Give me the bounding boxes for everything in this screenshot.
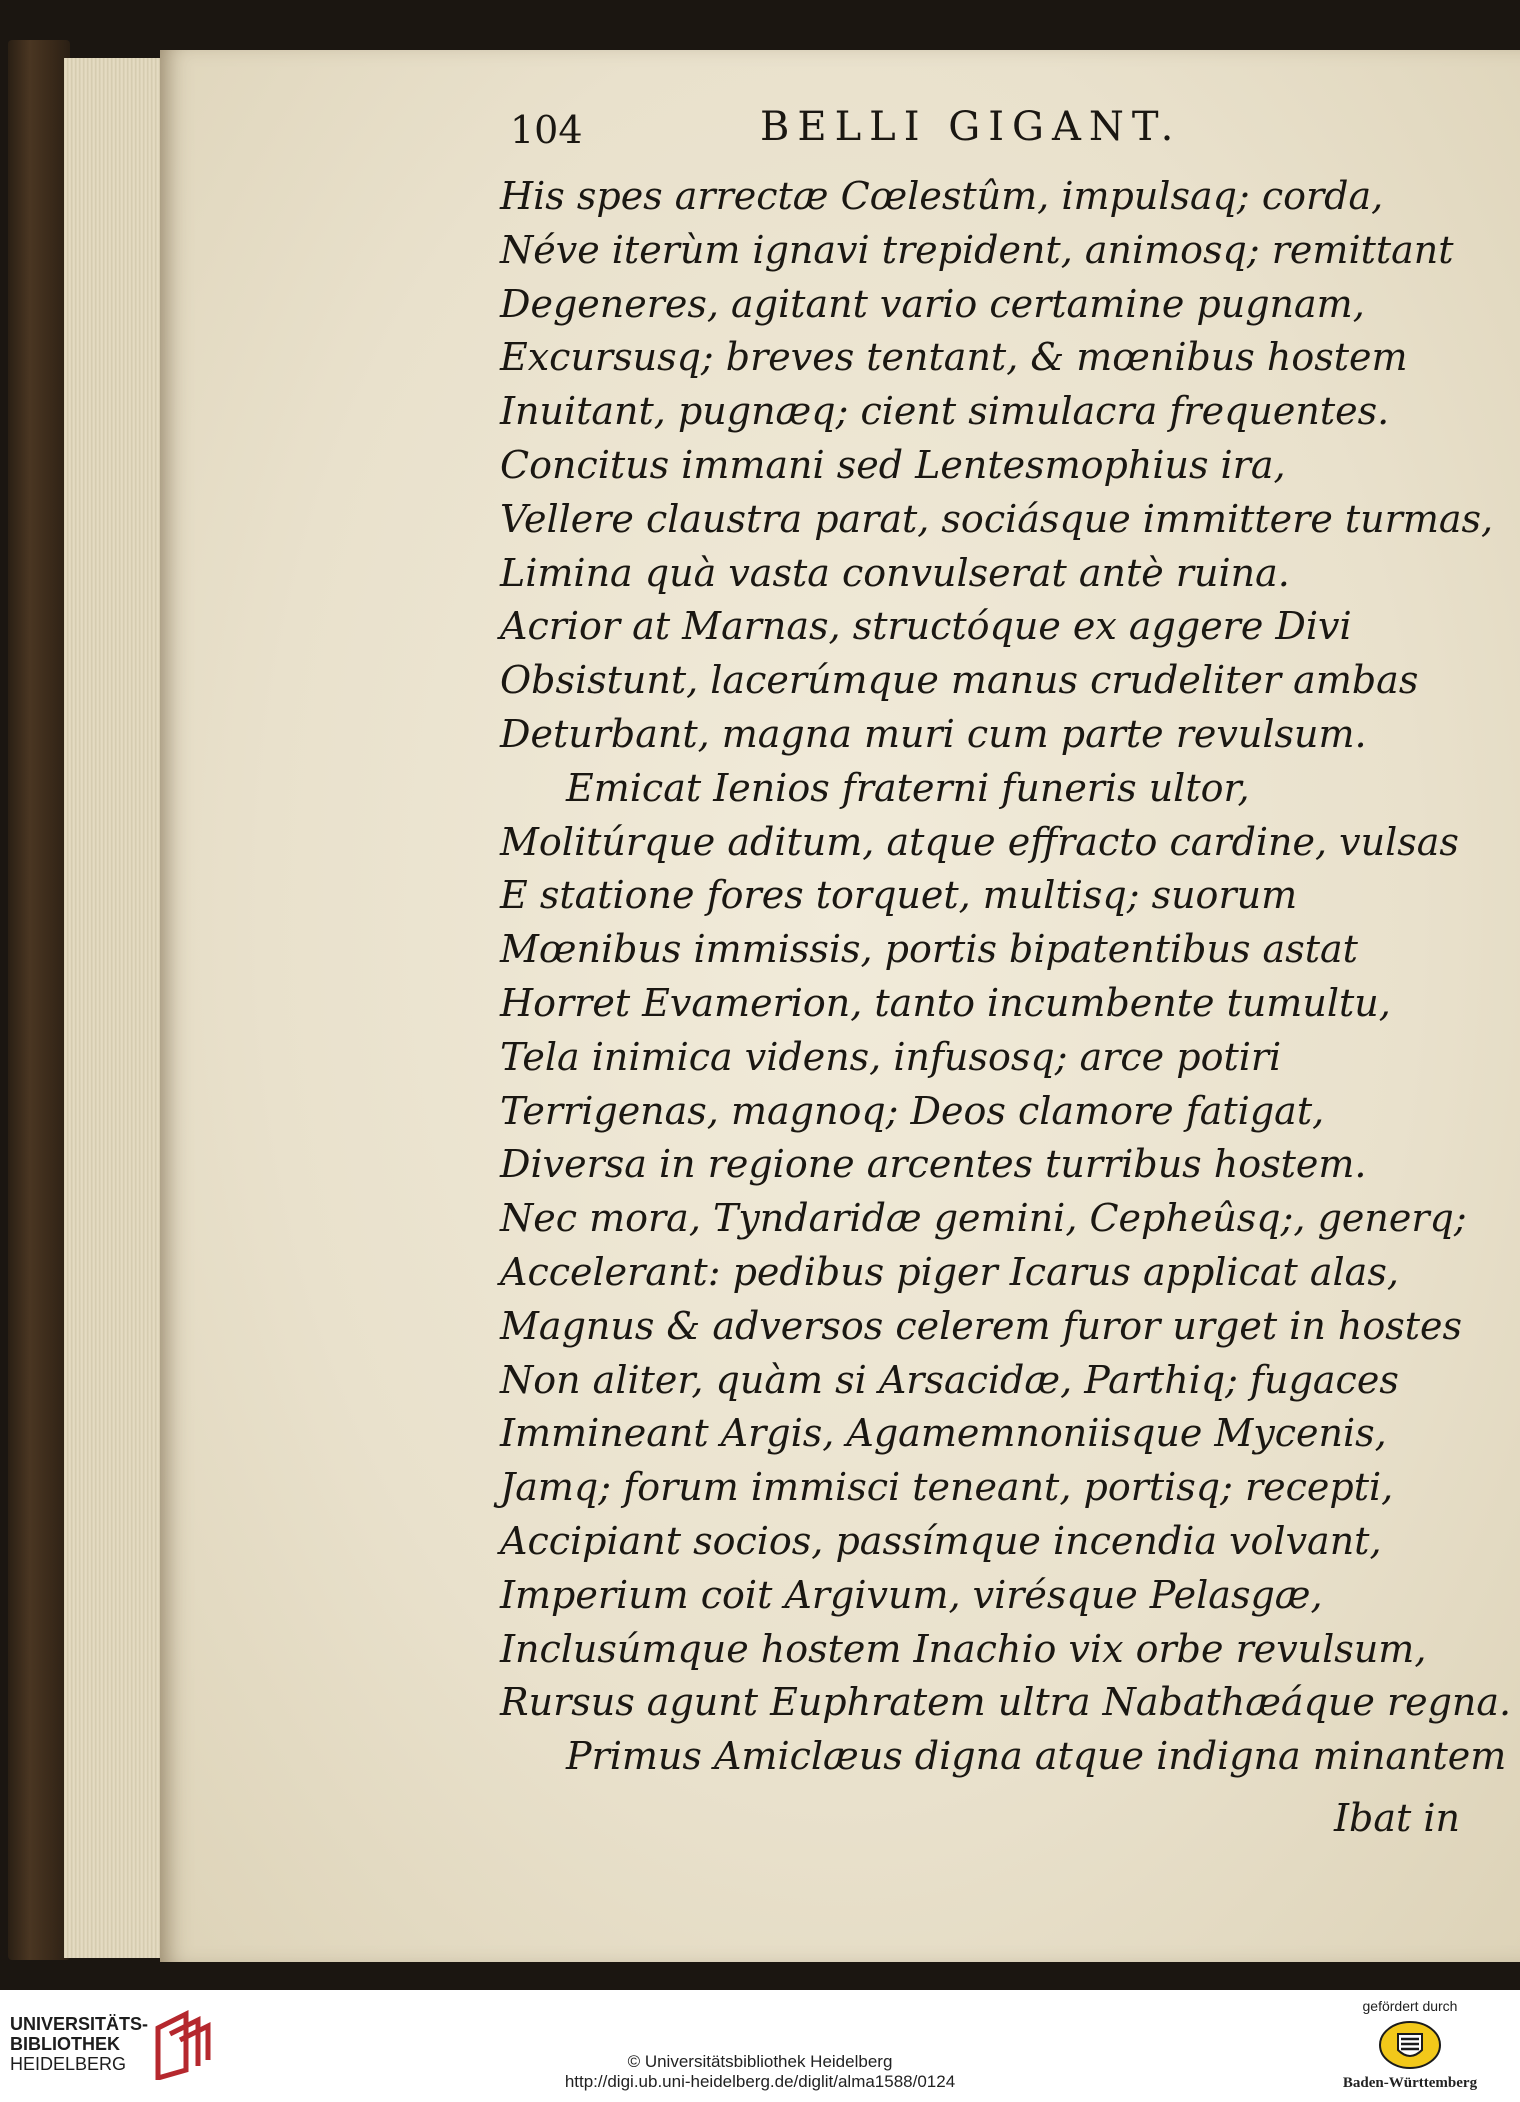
funder-block — [1330, 1998, 1490, 2092]
verse-line: Mœnibus immissis, portis bipatentibus astat — [500, 927, 1358, 972]
verse-line: Néve iterùm ignavi trepident, animosq; remittant — [500, 227, 1454, 272]
library-name-line: UNIVERSITÄTS- — [10, 2014, 149, 2034]
verse-line: Inclusúmque hostem Inachio vix orbe revulsum, — [500, 1626, 1427, 1671]
verse-line: Excursusq; breves tentant, & mœnibus hostem — [500, 335, 1408, 380]
verse-line: Acrior at Marnas, structóque ex aggere Divi — [500, 604, 1352, 649]
verse-line: Accelerant: pedibus piger Icarus applicat alas, — [500, 1249, 1399, 1294]
verse-text — [500, 170, 1512, 1784]
verse-line: Terrigenas, magnoq; Deos clamore fatigat, — [500, 1088, 1325, 1133]
library-name-line: HEIDELBERG — [10, 2054, 127, 2074]
verse-line: Jamq; forum immisci teneant, portisq; recepti, — [500, 1465, 1394, 1510]
running-title: BELLI GIGANT. — [760, 104, 1182, 150]
verse-line: Limina quà vasta convulserat antè ruina. — [500, 550, 1290, 595]
catchword: Ibat in — [1334, 1796, 1460, 1840]
verse-line: Molitúrque aditum, atque effracto cardine, vulsas — [500, 819, 1459, 864]
funded-by-label: gefördert durch — [1362, 1998, 1458, 2014]
verse-line: Diversa in regione arcentes turribus hostem. — [500, 1142, 1367, 1187]
verse-line: Immineant Argis, Agamemnoniisque Mycenis, — [500, 1411, 1387, 1456]
verse-line: Degeneres, agitant vario certamine pugnam, — [500, 281, 1365, 326]
verse-line: Non aliter, quàm si Arsacidæ, Parthiq; fugaces — [500, 1357, 1399, 1402]
verse-line: E statione fores torquet, multisq; suorum — [500, 873, 1298, 918]
verse-line: Emicat Ienios fraterni funeris ultor, — [566, 765, 1250, 810]
verse-line: Horret Evamerion, tanto incumbente tumultu, — [500, 980, 1391, 1025]
verse-line: Tela inimica videns, infusosq; arce potiri — [500, 1034, 1282, 1079]
verse-line: Deturbant, magna muri cum parte revulsum. — [500, 711, 1367, 756]
viewer-footer — [0, 1990, 1520, 2102]
verse-line: Magnus & adversos celerem furor urget in hostes — [500, 1303, 1463, 1348]
verse-line: Obsistunt, lacerúmque manus crudeliter ambas — [500, 658, 1419, 703]
library-name-line: BIBLIOTHEK — [10, 2034, 120, 2054]
running-head — [510, 104, 1310, 164]
verse-line: Accipiant socios, passímque incendia volvant, — [500, 1518, 1382, 1563]
verse-line: Vellere claustra parat, sociásque immittere turmas, — [500, 496, 1494, 541]
verse-line: His spes arrectæ Cœlestûm, impulsaq; corda, — [500, 174, 1384, 218]
verse-line: Rursus agunt Euphratem ultra Nabathæáque regna. — [500, 1680, 1512, 1725]
verse-line: Nec mora, Tyndaridæ gemini, Cepheûsq;, generq; — [500, 1196, 1467, 1241]
page-edges — [64, 58, 174, 1958]
book-cover-edge — [8, 40, 70, 1960]
source-url[interactable]: http://digi.ub.uni-heidelberg.de/diglit/alma1588/0124 — [564, 2072, 956, 2091]
verse-line: Imperium coit Argivum, virésque Pelasgæ, — [500, 1572, 1323, 1617]
verse-line: Primus Amiclæus digna atque indigna minantem — [566, 1734, 1507, 1779]
funder-name: Baden-Württemberg — [1342, 2075, 1478, 2091]
page-number: 104 — [510, 108, 583, 152]
verse-line: Concitus immani sed Lentesmophius ira, — [500, 442, 1286, 487]
state-crest-icon — [1378, 2020, 1442, 2070]
verse-line: Inuitant, pugnæq; cient simulacra frequentes. — [500, 389, 1390, 434]
copyright-text: © Universitätsbibliothek Heidelberg — [627, 2052, 893, 2071]
copyright-notice — [0, 2052, 1520, 2092]
